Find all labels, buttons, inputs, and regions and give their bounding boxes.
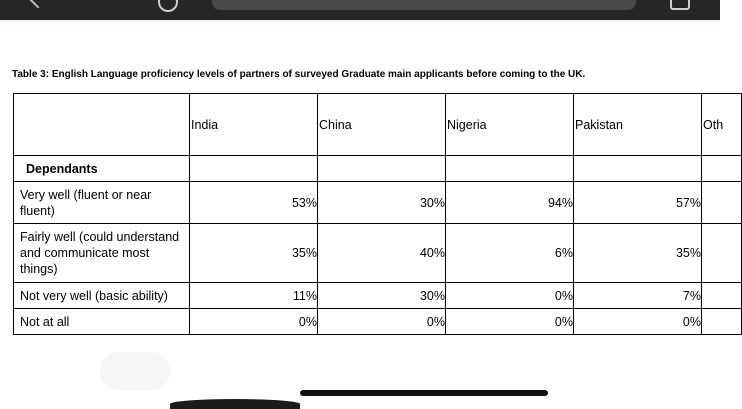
tabs-icon[interactable] xyxy=(670,0,690,10)
table-row xyxy=(14,283,742,309)
table-row xyxy=(14,224,742,283)
bottom-toolbar-shade xyxy=(100,352,170,390)
home-indicator[interactable] xyxy=(300,390,548,396)
address-bar[interactable] xyxy=(212,0,636,10)
cell-value: 11% xyxy=(190,283,318,309)
cell-value: 0% xyxy=(446,283,574,309)
table-row xyxy=(14,309,742,335)
row-label: Not at all xyxy=(14,309,190,335)
row-label: Very well (fluent or near fluent) xyxy=(14,182,190,224)
cell-value: 0% xyxy=(318,309,446,335)
proficiency-table xyxy=(13,93,742,335)
cell-value: 0% xyxy=(190,309,318,335)
cell-value: 6% xyxy=(446,224,574,283)
cell-value: 0% xyxy=(574,309,702,335)
header-blank-cell xyxy=(14,94,190,156)
table-row xyxy=(14,182,742,224)
reload-icon[interactable] xyxy=(158,0,178,12)
cell-value: 40% xyxy=(318,224,446,283)
row-label: Fairly well (could understand and communicate most things) xyxy=(14,224,190,283)
table-header-row xyxy=(14,94,742,156)
cell-value: 94% xyxy=(446,182,574,224)
section-row xyxy=(14,156,742,182)
column-header-pakistan: Pakistan xyxy=(574,94,702,156)
cell-value: 0% xyxy=(446,309,574,335)
cell-value: 53% xyxy=(190,182,318,224)
toolbar-shadow xyxy=(0,20,720,26)
cell-value: 35% xyxy=(574,224,702,283)
browser-toolbar xyxy=(0,0,720,20)
column-header-other: Oth xyxy=(702,94,742,156)
section-label: Dependants xyxy=(14,156,190,182)
cell-value: 57% xyxy=(574,182,702,224)
column-header-india: India xyxy=(190,94,318,156)
cell-value: 7% xyxy=(574,283,702,309)
bottom-bar-edge xyxy=(170,399,300,409)
column-header-china: China xyxy=(318,94,446,156)
cell-value: 30% xyxy=(318,182,446,224)
table-caption: Table 3: English Language proficiency levels of partners of surveyed Graduate main applicants before coming to the UK. xyxy=(12,69,586,80)
cell-value: 35% xyxy=(190,224,318,283)
back-arrow-icon[interactable] xyxy=(30,0,47,8)
column-header-nigeria: Nigeria xyxy=(446,94,574,156)
row-label: Not very well (basic ability) xyxy=(14,283,190,309)
cell-value: 30% xyxy=(318,283,446,309)
